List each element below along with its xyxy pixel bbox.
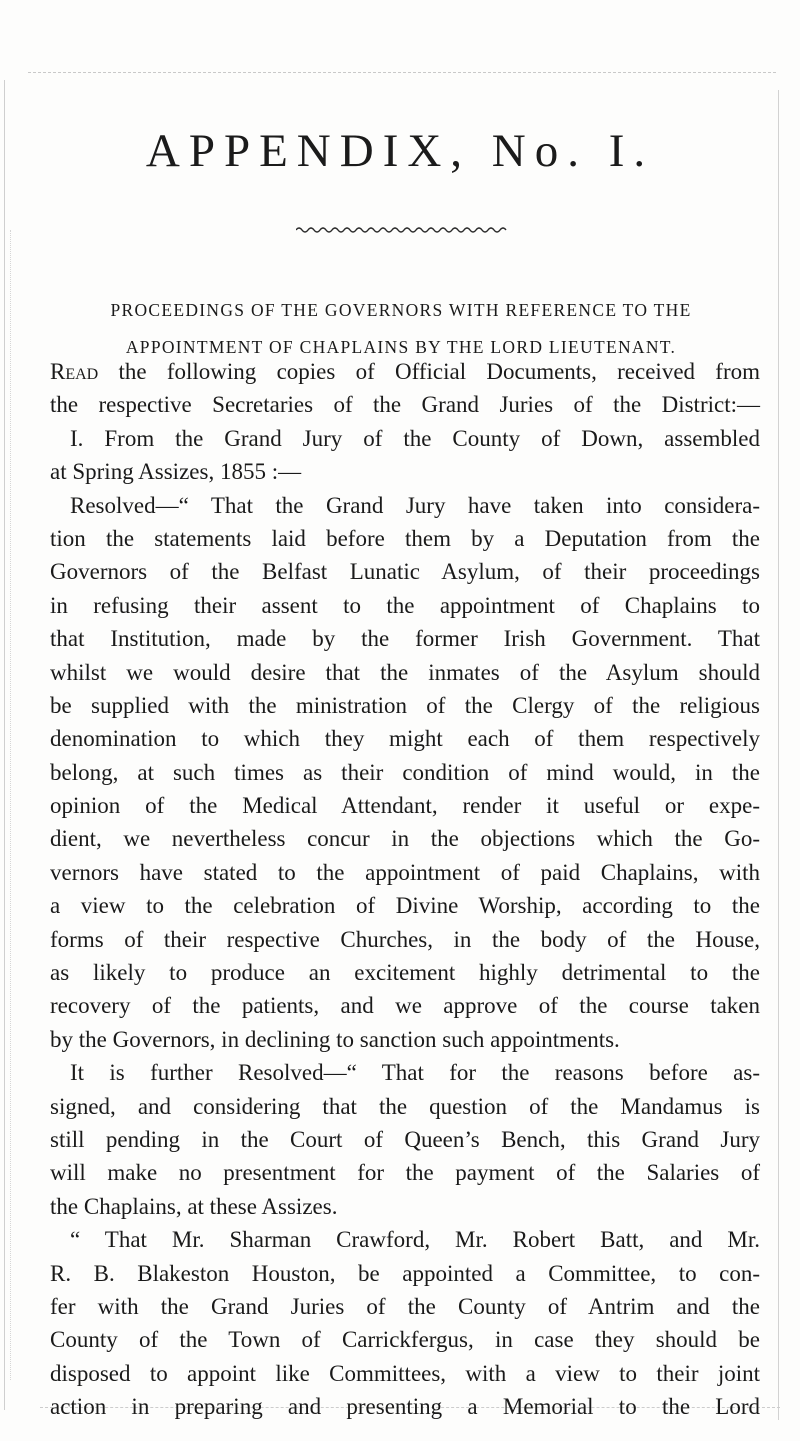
text-line: It is further Resolved—“ That for the reasons before as- [70,1060,760,1086]
scan-edge-right [778,90,779,1420]
text-line: opinion of the Medical Attendant, render it useful or expe- [50,793,760,819]
text-line: the Chaplains, at these Assizes. [50,1193,338,1219]
lead-word: Read [50,359,99,384]
text-line: still pending in the Court of Queen’s Bench, this Grand Jury [50,1126,760,1152]
text-line: belong, at such times as their condition of mind would, in the [50,759,760,785]
page-title: APPENDIX, No. I. [145,125,655,177]
text-line: denomination to which they might each of them respectively [50,726,760,752]
wavy-rule-ornament [296,225,508,235]
text-line: Governors of the Belfast Lunatic Asylum, of their proceedings [50,559,760,585]
text-line: the respective Secretaries of the Grand Juries of the District:— [50,392,760,418]
text-line: vernors have stated to the appointment of paid Chaplains, with [50,859,760,885]
text-line: forms of their respective Churches, in the body of the House, [50,926,760,952]
text-line: “ That Mr. Sharman Crawford, Mr. Robert Batt, and Mr. [70,1227,760,1253]
text-line: disposed to appoint like Committees, with a view to their joint [50,1360,760,1386]
text-line: County of the Town of Carrickfergus, in case they should be [50,1327,760,1353]
text-line: Resolved—“ That the Grand Jury have taken into considera- [70,492,760,518]
section-heading-line-1: PROCEEDINGS OF THE GOVERNORS WITH REFERENCE TO THE [110,300,692,320]
text-line: by the Governors, in declining to sanction such appointments. [50,1026,620,1052]
text-line: dient, we nevertheless concur in the objections which the Go- [50,826,760,852]
text-line: whilst we would desire that the inmates of the Asylum should [50,659,760,685]
text-line: action in preparing and presenting a Memorial to the Lord [50,1394,760,1420]
text-line: a view to the celebration of Divine Worship, according to the [50,893,760,919]
text-line: fer with the Grand Juries of the County of Antrim and the [50,1293,760,1319]
text-line: tion the statements laid before them by a Deputation from the [50,525,760,551]
scan-edge-top [28,72,776,73]
text-line: R. B. Blakeston Houston, be appointed a Committee, to con- [50,1260,760,1286]
text-line: at Spring Assizes, 1855 :— [50,459,302,485]
scan-edge-left-inner [10,230,11,1380]
scan-edge-left [4,80,5,1410]
section-heading-line-2: APPOINTMENT OF CHAPLAINS BY THE LORD LIEUTENANT. [125,337,677,357]
text-line: that Institution, made by the former Irish Government. That [50,626,760,652]
text-line: be supplied with the ministration of the Clergy of the religious [50,692,760,718]
text-line: recovery of the patients, and we approve of the course taken [50,993,760,1019]
text-line: signed, and considering that the question of the Mandamus is [50,1093,760,1119]
body-text [50,355,760,1424]
text-line: in refusing their assent to the appointment of Chaplains to [50,592,760,618]
text-line: I. From the Grand Jury of the County of Down, assembled [70,425,760,451]
text-line-content: the following copies of Official Documents, received from [98,359,760,384]
text-line: will make no presentment for the payment of the Salaries of [50,1160,760,1186]
text-line [50,355,760,388]
text-line: as likely to produce an excitement highly detrimental to the [50,960,760,986]
